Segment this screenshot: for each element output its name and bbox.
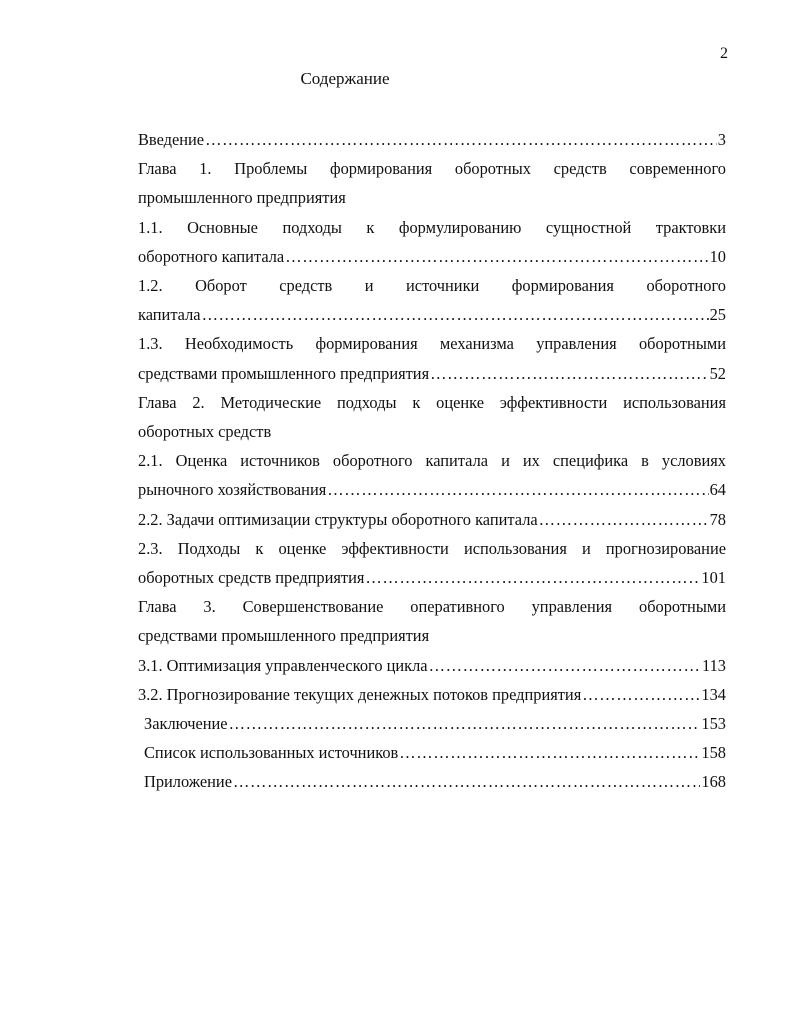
dot-leader bbox=[327, 475, 708, 504]
dot-leader bbox=[399, 738, 700, 767]
toc-page-number: 10 bbox=[709, 246, 726, 266]
dot-leader bbox=[285, 242, 708, 271]
toc-entry-title: 2.2. Задачи оптимизации структуры оборотного капитала bbox=[138, 509, 538, 529]
toc-last-line bbox=[138, 300, 726, 329]
toc-page-number: 113 bbox=[702, 655, 726, 675]
toc-entry-title-line-2: промышленного предприятия bbox=[138, 188, 346, 208]
dot-leader bbox=[229, 709, 701, 738]
table-of-contents bbox=[138, 125, 726, 797]
toc-entry-section-3-1[interactable] bbox=[138, 651, 726, 680]
dot-leader bbox=[430, 359, 708, 388]
toc-entry-title: 3.1. Оптимизация управленческого цикла bbox=[138, 655, 428, 675]
toc-entry-title-line-1: 2.1. Оценка источников оборотного капитала и их специфика в условиях bbox=[138, 451, 726, 471]
toc-entry-title-line-1: 2.3. Подходы к оценке эффективности использования и прогнозирование bbox=[138, 538, 726, 558]
toc-entry-title: Заключение bbox=[144, 714, 228, 734]
toc-last-line bbox=[138, 359, 726, 388]
toc-entry-section-1-2[interactable] bbox=[138, 271, 726, 329]
toc-page-number: 153 bbox=[701, 714, 726, 734]
toc-entry-chapter-3[interactable] bbox=[138, 592, 726, 650]
toc-entry-title-line-1: Глава 1. Проблемы формирования оборотных средств современного bbox=[138, 159, 726, 179]
toc-entry-title: 3.2. Прогнозирование текущих денежных потоков предприятия bbox=[138, 684, 582, 704]
toc-last-line bbox=[144, 767, 726, 796]
toc-page-number: 158 bbox=[701, 743, 726, 763]
toc-entry-title-line-1: 1.2. Оборот средств и источники формирования оборотного bbox=[138, 276, 726, 296]
toc-last-line bbox=[138, 651, 726, 680]
toc-entry-title-line-2: средствами промышленного предприятия bbox=[138, 363, 430, 383]
toc-page-number: 3 bbox=[717, 130, 726, 149]
toc-entry-section-3-2[interactable] bbox=[138, 680, 726, 709]
toc-last-line bbox=[138, 475, 726, 504]
page-number: 2 bbox=[720, 45, 728, 62]
toc-page-number: 25 bbox=[709, 305, 726, 325]
toc-page-number: 78 bbox=[709, 509, 726, 529]
toc-entry-section-1-3[interactable] bbox=[138, 329, 726, 387]
toc-page-number: 52 bbox=[709, 363, 726, 383]
toc-entry-section-2-3[interactable] bbox=[138, 534, 726, 592]
dot-leader bbox=[205, 125, 717, 154]
dot-leader bbox=[429, 651, 701, 680]
dot-leader bbox=[582, 680, 700, 709]
toc-entry-title-line-2: капитала bbox=[138, 305, 201, 325]
toc-entry-chapter-2[interactable] bbox=[138, 388, 726, 446]
toc-last-line bbox=[144, 709, 726, 738]
toc-entry-title-line-1: Глава 2. Методические подходы к оценке эффективности использования bbox=[138, 392, 726, 412]
dot-leader bbox=[365, 563, 700, 592]
toc-last-line bbox=[138, 242, 726, 271]
toc-entry-title-line-2: оборотных средств предприятия bbox=[138, 568, 365, 588]
toc-entry-conclusion[interactable] bbox=[138, 709, 726, 738]
toc-entry-title-line-1: Глава 3. Совершенствование оперативного управления оборотными bbox=[138, 597, 726, 617]
toc-entry-chapter-1[interactable] bbox=[138, 154, 726, 212]
toc-last-line bbox=[138, 505, 726, 534]
toc-entry-title: Список использованных источников bbox=[144, 743, 399, 763]
toc-entry-title: Введение bbox=[138, 130, 205, 149]
dot-leader bbox=[233, 767, 700, 796]
toc-page-number: 101 bbox=[701, 568, 726, 588]
toc-entry-title-line-2: оборотного капитала bbox=[138, 246, 285, 266]
toc-entry-title-line-1: 1.1. Основные подходы к формулированию сущностной трактовки bbox=[138, 217, 726, 237]
toc-entry-title-line-2: оборотных средств bbox=[138, 422, 272, 442]
toc-entry-section-2-2[interactable] bbox=[138, 505, 726, 534]
toc-entry-title: Приложение bbox=[144, 772, 232, 792]
toc-entry-title-line-2: средствами промышленного предприятия bbox=[138, 626, 430, 646]
toc-entry-introduction[interactable] bbox=[138, 125, 726, 154]
toc-entry-appendix[interactable] bbox=[138, 767, 726, 796]
toc-entry-references[interactable] bbox=[138, 738, 726, 767]
page-title: Содержание bbox=[300, 69, 390, 88]
toc-last-line bbox=[138, 680, 726, 709]
toc-entry-section-1-1[interactable] bbox=[138, 213, 726, 271]
toc-entry-title-line-1: 1.3. Необходимость формирования механизма управления оборотными bbox=[138, 334, 726, 354]
toc-last-line bbox=[138, 563, 726, 592]
toc-page-number: 134 bbox=[701, 684, 726, 704]
toc-entry-title-line-2: рыночного хозяйствования bbox=[138, 480, 327, 500]
dot-leader bbox=[539, 505, 709, 534]
toc-last-line bbox=[138, 125, 726, 154]
toc-page-number: 168 bbox=[701, 772, 726, 792]
dot-leader bbox=[202, 300, 709, 329]
toc-last-line bbox=[144, 738, 726, 767]
toc-entry-section-2-1[interactable] bbox=[138, 446, 726, 504]
toc-page-number: 64 bbox=[709, 480, 726, 500]
